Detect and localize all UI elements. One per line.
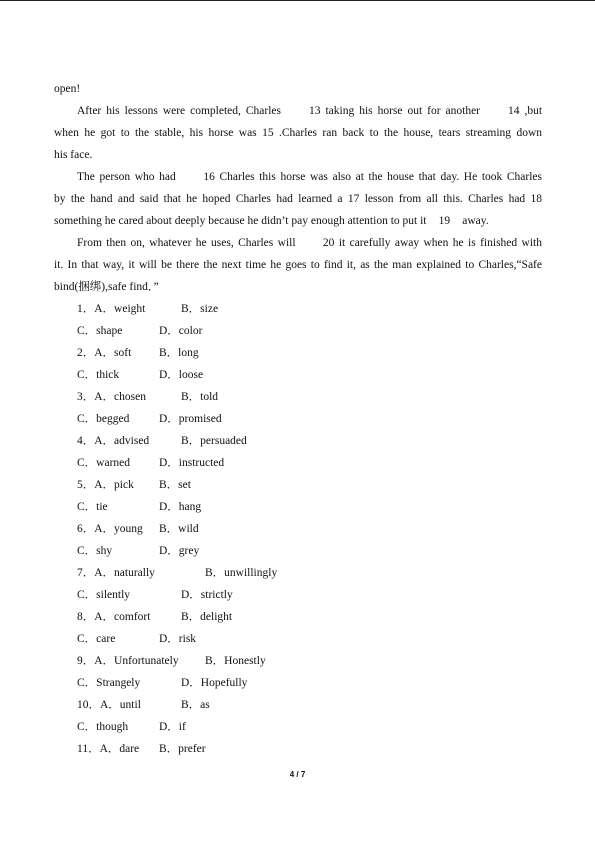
option-choice: B．as	[181, 699, 210, 711]
top-border-rule	[0, 0, 595, 1]
option-choice: B．set	[159, 479, 191, 491]
option-choice: 5．A．pick	[77, 479, 134, 491]
passage-line	[54, 166, 542, 188]
blank-number: 15	[262, 127, 274, 139]
option-choice: 9．A．Unfortunately	[77, 655, 179, 667]
option-choice: B．unwillingly	[205, 567, 278, 579]
option-choice: B．wild	[159, 523, 199, 535]
passage-text: The person who had	[77, 171, 176, 183]
blank-number: 13	[309, 105, 321, 117]
option-choice: C．tie	[77, 501, 108, 513]
option-row	[54, 694, 542, 716]
blank-number: 14	[508, 105, 520, 117]
option-row	[54, 342, 542, 364]
option-row	[54, 628, 542, 650]
option-row	[54, 364, 542, 386]
option-choice: C．begged	[77, 413, 130, 425]
option-choice: D．strictly	[181, 589, 233, 601]
option-row	[54, 606, 542, 628]
option-row	[54, 716, 542, 738]
blank-number: 18	[530, 193, 543, 205]
option-choice: D．instructed	[159, 457, 225, 469]
option-choice: B．long	[159, 347, 199, 359]
passage-text: it carefully away when he is finished with	[338, 237, 542, 249]
option-choice: D．grey	[159, 545, 200, 557]
passage-text: lesson from all this. Charles had	[364, 193, 526, 205]
option-choice: B．persuaded	[181, 435, 247, 447]
option-row	[54, 452, 542, 474]
option-choice: D．risk	[159, 633, 197, 645]
passage-line: it. In that way, it will be there the next time he goes to find it, as the man explained to Charles,“Safe	[54, 259, 542, 271]
option-choice: B．size	[181, 303, 219, 315]
passage-line	[54, 188, 542, 210]
passage-line	[54, 100, 542, 122]
option-choice: D．loose	[159, 369, 204, 381]
option-row	[54, 474, 542, 496]
passage-line	[54, 210, 542, 232]
page-number: 4 / 7	[289, 770, 306, 779]
option-choice: 8．A．comfort	[77, 611, 151, 623]
option-choice: B．told	[181, 391, 219, 403]
passage-line: open!	[54, 83, 81, 95]
options-list	[54, 298, 542, 760]
option-choice: D．promised	[159, 413, 222, 425]
passage-text: .Charles ran back to the house, tears streaming down	[279, 127, 543, 139]
option-choice: D．if	[159, 721, 186, 733]
option-choice: B．Honestly	[205, 655, 266, 667]
blank-number: 16	[203, 171, 215, 183]
blank-number: 17	[347, 193, 360, 205]
passage-text: ,but	[524, 105, 543, 117]
option-choice: 4．A．advised	[77, 435, 150, 447]
passage-text: After his lessons were completed, Charles	[77, 105, 282, 117]
passage-text: away.	[462, 215, 489, 227]
option-row	[54, 738, 542, 760]
passage-text: taking his horse out for another	[325, 105, 481, 117]
option-row	[54, 408, 542, 430]
passage-text: something he cared about deeply because he didn’t pay enough attention to put it	[54, 215, 427, 227]
option-choice: 3．A．chosen	[77, 391, 146, 403]
passage-text: when he got to the stable, his horse was	[54, 127, 257, 139]
option-choice: 7．A．naturally	[77, 567, 155, 579]
option-row	[54, 584, 542, 606]
option-row	[54, 672, 542, 694]
document-body	[54, 78, 542, 760]
option-choice: C．shy	[77, 545, 113, 557]
option-choice: C．Strangely	[77, 677, 141, 689]
option-row	[54, 320, 542, 342]
option-choice: B．prefer	[159, 743, 206, 755]
option-row	[54, 386, 542, 408]
option-choice: 2．A．soft	[77, 347, 132, 359]
option-choice: C．silently	[77, 589, 131, 601]
option-choice: C．care	[77, 633, 116, 645]
option-choice: 1．A．weight	[77, 303, 146, 315]
option-row	[54, 518, 542, 540]
blank-number: 20	[322, 237, 335, 249]
option-choice: D．Hopefully	[181, 677, 248, 689]
passage-line	[54, 232, 542, 254]
option-choice: C．thick	[77, 369, 120, 381]
option-choice: B．delight	[181, 611, 233, 623]
option-row	[54, 430, 542, 452]
option-choice: 11．A．dare	[77, 743, 140, 755]
passage-line	[54, 122, 542, 144]
option-choice: C．shape	[77, 325, 123, 337]
option-row	[54, 496, 542, 518]
option-row	[54, 540, 542, 562]
passage-line: bind(捆绑),safe find．”	[54, 281, 159, 293]
option-row	[54, 650, 542, 672]
option-row	[54, 562, 542, 584]
blank-number: 19	[438, 215, 451, 227]
option-choice: C．though	[77, 721, 129, 733]
option-choice: D．hang	[159, 501, 202, 513]
passage-text: Charles this horse was also at the house that day. He took Charles	[219, 171, 543, 183]
passage-line: his face.	[54, 149, 93, 161]
option-choice: C．warned	[77, 457, 131, 469]
option-choice: D．color	[159, 325, 203, 337]
passage-text: From then on, whatever he uses, Charles will	[77, 237, 296, 249]
option-choice: 10．A．until	[77, 699, 141, 711]
option-choice: 6．A．young	[77, 523, 143, 535]
option-row	[54, 298, 542, 320]
passage-text: by the hand and said that he hoped Charles had learned a	[54, 193, 343, 205]
